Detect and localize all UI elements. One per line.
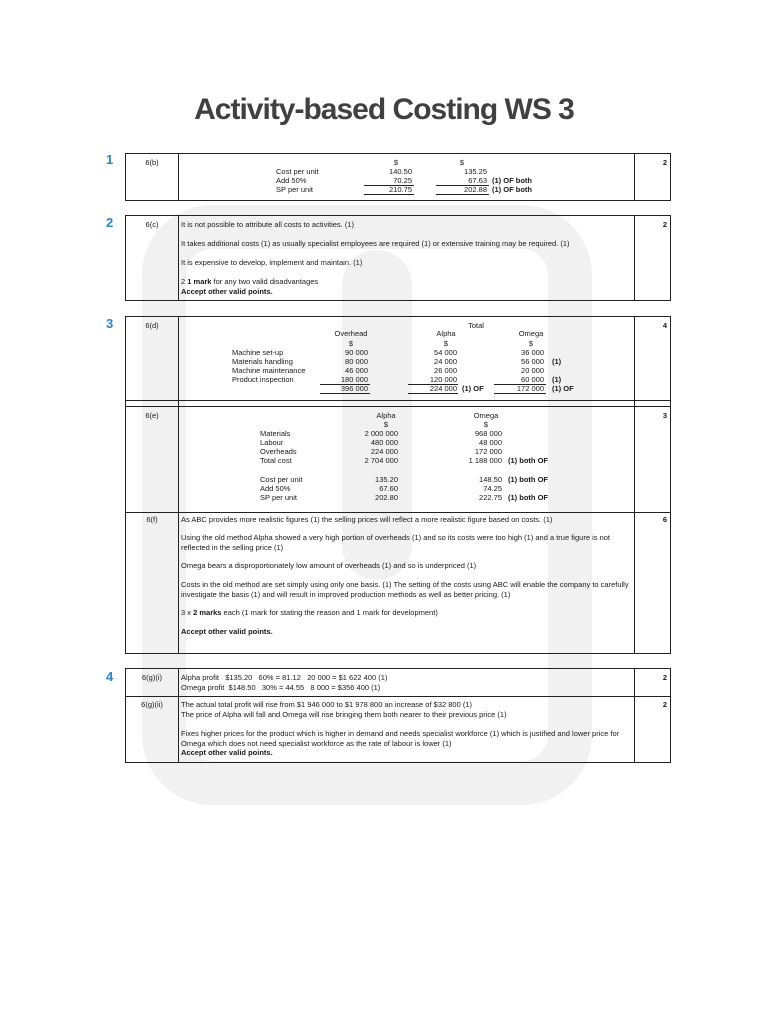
value-cell: 396 000: [340, 384, 368, 393]
row-label: Cost per unit: [276, 167, 319, 176]
currency-label: $: [443, 339, 449, 348]
answer-text: It takes additional costs (1) as usually specialist employees are required (1) or extensive training may be required. (1): [181, 239, 570, 248]
answer-text: Alpha profit $135.20 60% = 81.12 20 000 = $1 622 400 (1): [181, 673, 388, 682]
part-6g-ii: [126, 696, 670, 762]
currency-label: $: [393, 158, 399, 167]
value-cell: 202.88: [464, 185, 487, 194]
value-cell: 1 188 000: [468, 456, 502, 465]
question-1-box: [125, 153, 671, 201]
value-cell: 210.75: [389, 185, 412, 194]
answer-text: Omega profit $148.50 30% = 44.55 8 000 = $356 400 (1): [181, 683, 381, 692]
currency-label: $: [483, 420, 489, 429]
part-6d: [126, 317, 670, 401]
answer-text: Omega bears a disproportionately low amount of overheads (1) and so is underpriced (1): [181, 561, 477, 570]
marking-instruction: 2 1 mark for any two valid disadvantages: [181, 277, 319, 286]
marks: 2: [662, 158, 667, 167]
mark-note: (1) OF: [462, 384, 484, 393]
part-6e: [126, 406, 670, 513]
mark-note: (1) OF: [552, 384, 574, 393]
total-header: Total: [468, 321, 484, 330]
value-cell: 26 000: [434, 366, 457, 375]
value-cell: 480 000: [370, 438, 398, 447]
mark-note: (1) both OF: [508, 475, 548, 484]
page-title: Activity-based Costing WS 3: [194, 93, 574, 126]
row-label: Add 50%: [276, 176, 307, 185]
mark-note: (1) both OF: [508, 493, 548, 502]
part-code: 6(e): [145, 411, 159, 420]
question-number-2: 2: [106, 215, 114, 230]
part-code: 6(g)(i): [142, 673, 162, 682]
mark-note: (1): [552, 357, 562, 366]
value-cell: 140.50: [389, 167, 412, 176]
row-label: SP per unit: [260, 493, 297, 502]
col-header: Omega: [473, 411, 499, 420]
row-label: Labour: [260, 438, 284, 447]
marks: 2: [662, 673, 667, 682]
row-label: Add 50%: [260, 484, 291, 493]
value-cell: 80 000: [345, 357, 368, 366]
answer-text: It is expensive to develop, implement and maintain. (1): [181, 258, 363, 267]
marks: 2: [662, 220, 667, 229]
value-cell: 67.60: [379, 484, 398, 493]
row-label: SP per unit: [276, 185, 313, 194]
question-number-4: 4: [106, 669, 114, 684]
value-cell: 224 000: [429, 384, 457, 393]
question-4-box: [125, 668, 671, 763]
row-label: Machine maintenance: [232, 366, 306, 375]
answer-text: Using the old method Alpha showed a very high portion of overheads (1) and so its costs were too high (1) and a true figure is not reflected in the selling price (1): [181, 533, 610, 552]
marks: 2: [662, 700, 667, 709]
question-number-1: 1: [106, 152, 114, 167]
value-cell: 172 000: [474, 447, 502, 456]
value-cell: 70.25: [393, 176, 412, 185]
currency-label: $: [459, 158, 465, 167]
currency-label: $: [528, 339, 534, 348]
col-header: Alpha: [436, 329, 456, 338]
answer-text: It is not possible to attribute all costs to activities. (1): [181, 220, 354, 229]
value-cell: 46 000: [345, 366, 368, 375]
value-cell: 135.25: [464, 167, 487, 176]
row-label: Product inspection: [232, 375, 294, 384]
row-label: Materials: [260, 429, 291, 438]
value-cell: 20 000: [521, 366, 544, 375]
accept-note: Accept other valid points.: [181, 627, 273, 636]
value-cell: 48 000: [479, 438, 502, 447]
mark-note: (1): [552, 375, 562, 384]
value-cell: 24 000: [434, 357, 457, 366]
question-2-box: [125, 215, 671, 301]
row-label: Total cost: [260, 456, 292, 465]
part-code: 6(g)(ii): [141, 700, 163, 709]
value-cell: 2 000 000: [364, 429, 398, 438]
value-cell: 224 000: [370, 447, 398, 456]
value-cell: 74.25: [483, 484, 502, 493]
answer-text: As ABC provides more realistic figures (1) the selling prices will reflect a more realistic figure based on costs. (1): [181, 515, 553, 524]
mark-note: (1) both OF: [508, 456, 548, 465]
col-header: Alpha: [376, 411, 396, 420]
accept-note: Accept other valid points.: [181, 287, 273, 296]
part-code: 6(c): [145, 220, 159, 229]
currency-label: $: [383, 420, 389, 429]
part-code: 6(b): [145, 158, 159, 167]
value-cell: 2 704 000: [364, 456, 398, 465]
marking-instruction: 3 x 2 marks each (1 mark for stating the reason and 1 mark for development): [181, 608, 438, 617]
marks: 6: [662, 515, 667, 524]
part-6f: [126, 511, 670, 654]
part-code: 6(f): [146, 515, 158, 524]
col-header: Overhead: [334, 329, 368, 338]
marks: 4: [662, 321, 667, 330]
answer-text: Fixes higher prices for the product which is higher in demand and needs specialist workforce (1) which is justified and lower price for Omega which does not need specialist workforce as the rate of labour is lower (1): [181, 729, 620, 748]
question-number-3: 3: [106, 316, 114, 331]
value-cell: 60 000: [521, 375, 544, 384]
row-label: Cost per unit: [260, 475, 303, 484]
row-label: Overheads: [260, 447, 297, 456]
value-cell: 90 000: [345, 348, 368, 357]
value-cell: 135.20: [375, 475, 398, 484]
part-code: 6(d): [145, 321, 159, 330]
row-label: Materials handling: [232, 357, 293, 366]
answer-text: Costs in the old method are set simply using only one basis. (1) The setting of the costs using ABC will enable the company to carefully investigate the basis (1) and will result in improved production methods as well as better pricing. (1): [181, 580, 629, 599]
marks: 3: [662, 411, 667, 420]
col-header: Omega: [518, 329, 544, 338]
question-3-box: [125, 316, 671, 654]
answer-text: The actual total profit will rise from $1 946 000 to $1 978 800 an increase of $32 800 (1): [181, 700, 473, 709]
value-cell: 36 000: [521, 348, 544, 357]
currency-label: $: [348, 339, 354, 348]
row-label: Machine set-up: [232, 348, 284, 357]
value-cell: 202.80: [375, 493, 398, 502]
value-cell: 968 000: [474, 429, 502, 438]
answer-text: The price of Alpha will fall and Omega will rise bringing them both nearer to their previous price (1): [181, 710, 507, 719]
value-cell: 222.75: [479, 493, 502, 502]
mark-note: (1) OF both: [492, 185, 532, 194]
value-cell: 54 000: [434, 348, 457, 357]
value-cell: 56 000: [521, 357, 544, 366]
value-cell: 67.63: [468, 176, 487, 185]
accept-note: Accept other valid points.: [181, 748, 273, 757]
mark-note: (1) OF both: [492, 176, 532, 185]
value-cell: 172 000: [516, 384, 544, 393]
value-cell: 148.50: [479, 475, 502, 484]
value-cell: 120 000: [429, 375, 457, 384]
part-6g-i: [126, 669, 670, 697]
value-cell: 180 000: [340, 375, 368, 384]
